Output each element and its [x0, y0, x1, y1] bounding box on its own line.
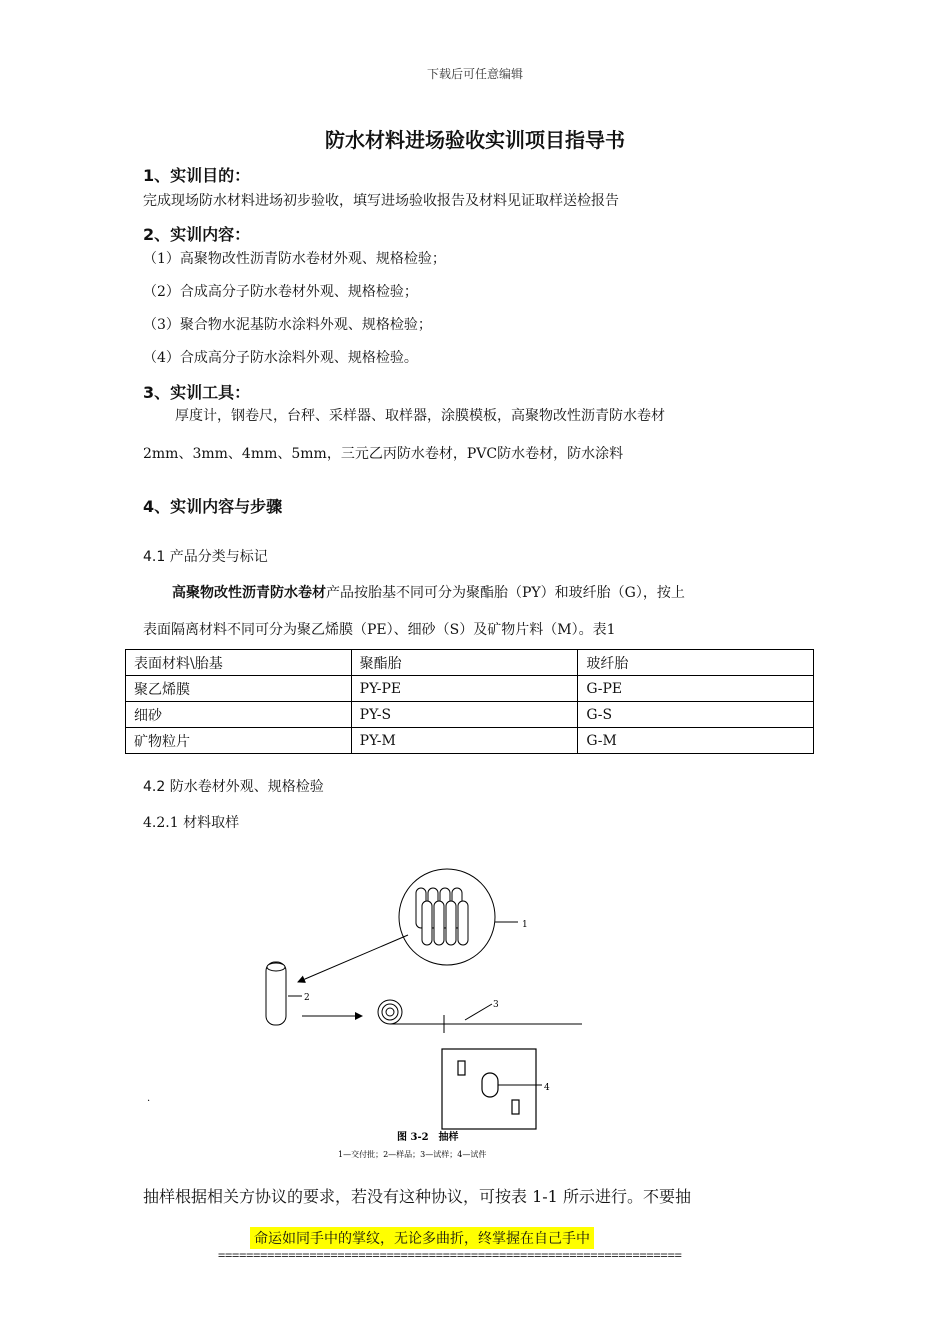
section-3-line2: 2mm、3mm、4mm、5mm，三元乙丙防水卷材，PVC防水卷材，防水涂料: [143, 446, 624, 462]
page-header-note: 下载后可任意编辑: [426, 67, 523, 81]
table-row: [126, 728, 814, 754]
table-header-cell: 表面材料\胎基: [126, 650, 352, 676]
classification-table: [125, 649, 814, 754]
table-cell: PY-PE: [351, 676, 578, 702]
paragraph-4-1-line2: 表面隔离材料不同可分为聚乙烯膜（PE）、细砂（S）及矿物片料（M）。表1: [143, 622, 616, 638]
section-1-heading: 1、实训目的：: [143, 166, 251, 185]
label-4: 4: [544, 1083, 550, 1093]
table-cell: 矿物粒片: [126, 728, 352, 754]
test-strip-icon: [378, 1000, 582, 1033]
sampling-figure: [140, 855, 600, 1165]
label-2: 2: [304, 993, 310, 1003]
table-header-cell: 玻纤胎: [578, 650, 814, 676]
paragraph-4-1-line1: [172, 582, 685, 602]
section-2-item: （2）合成高分子防水卷材外观、规格检验；: [143, 284, 418, 300]
table-header-row: [126, 650, 814, 676]
document-title: 防水材料进场验收实训项目指导书: [325, 128, 625, 152]
table-row: [126, 702, 814, 728]
section-2-item: （3）聚合物水泥基防水涂料外观、规格检验；: [143, 317, 432, 333]
paragraph-rest: 产品按胎基不同可分为聚酯胎（PY）和玻纤胎（G），按上: [326, 585, 685, 601]
sample-roll-icon: [266, 962, 286, 1025]
section-2-heading: 2、实训内容：: [143, 225, 251, 244]
table-cell: PY-M: [351, 728, 578, 754]
footer-rule: ==================================================================: [218, 1248, 682, 1262]
section-2-item: （1）高聚物改性沥青防水卷材外观、规格检验；: [143, 251, 446, 267]
section-3-line1: 厚度计，钢卷尺，台秤、采样器、取样器，涂膜模板，高聚物改性沥青防水卷材: [175, 408, 665, 424]
section-2-item: （4）合成高分子防水涂料外观、规格检验。: [143, 350, 418, 366]
paragraph-bold-term: 高聚物改性沥青防水卷材: [172, 585, 326, 601]
footer-motto: 命运如同手中的掌纹，无论多曲折，终掌握在自己手中: [250, 1227, 594, 1249]
label-1: 1: [522, 920, 528, 930]
figure-caption: 图 3-2 抽样: [397, 1132, 459, 1143]
section-3-heading: 3、实训工具：: [143, 383, 251, 402]
section-4-heading: 4、实训内容与步骤: [143, 497, 283, 516]
specimen-board-icon: [442, 1049, 536, 1129]
table-row: [126, 676, 814, 702]
subsection-4-2: 4.2 防水卷材外观、规格检验: [143, 779, 324, 795]
table-cell: G-PE: [578, 676, 814, 702]
after-figure-text: 抽样根据相关方协议的要求，若没有这种协议，可按表 1-1 所示进行。不要抽: [143, 1187, 691, 1206]
section-1-body: 完成现场防水材料进场初步验收，填写进场验收报告及材料见证取样送检报告: [143, 193, 619, 209]
figure-legend: 1—交付批；2—样品；3—试样；4—试件: [338, 1150, 487, 1159]
subsection-4-2-1: 4.2.1 材料取样: [143, 815, 240, 831]
table-cell: G-M: [578, 728, 814, 754]
table-cell: 细砂: [126, 702, 352, 728]
table-cell: PY-S: [351, 702, 578, 728]
table-cell: 聚乙烯膜: [126, 676, 352, 702]
table-cell: G-S: [578, 702, 814, 728]
stray-dot: .: [147, 1093, 151, 1104]
table-header-cell: 聚酯胎: [351, 650, 578, 676]
subsection-4-1: 4.1 产品分类与标记: [143, 549, 268, 565]
delivery-batch-icon: [399, 869, 495, 965]
label-3: 3: [493, 1000, 499, 1010]
